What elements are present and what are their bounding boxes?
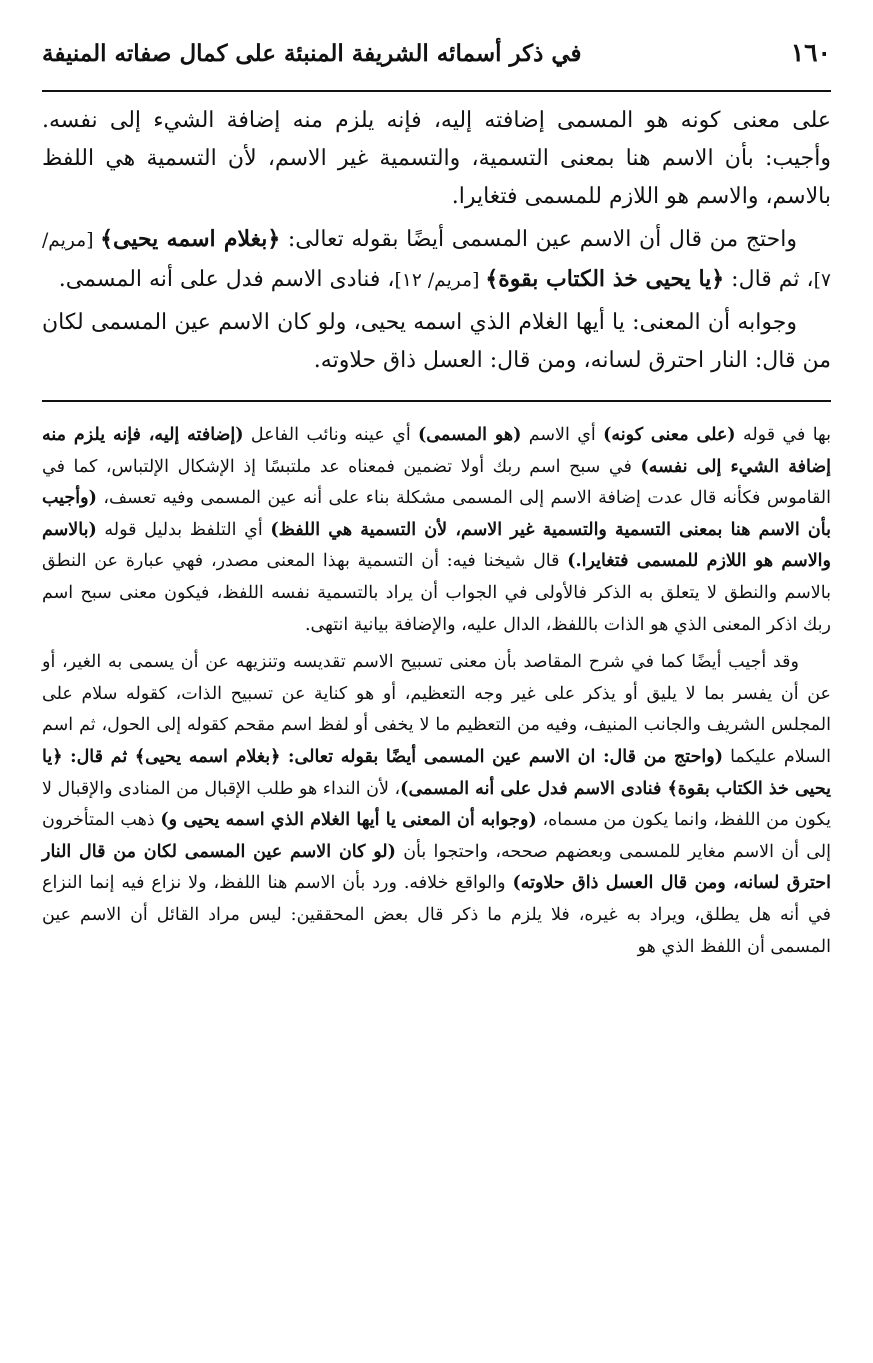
c2-bold-2: (وجوابه أن المعنى يا أيها الغلام الذي اسمه يحيى و) — [160, 810, 537, 831]
main-p3-text: وجوابه أن المعنى: يا أيها الغلام الذي اسمه يحيى، ولو كان الاسم عين المسمى لكان من قال: النار احترق لسانه، ومن قال: العسل ذاق حلاوته. — [42, 310, 831, 373]
page-number: ١٦٠ — [790, 38, 831, 67]
c1-text-2: أي الاسم — [521, 425, 604, 445]
main-paragraph-1 — [42, 102, 831, 216]
c1-text-4: في سبح اسم ربك أولا تضمين فمعناه عد ملتبسًا إذ الإشكال الإلتباس، كما في القاموس فكأنه قال عدت إضافة الاسم إلى المسمى مشكلة بناء على أنه عين المسمى وفيه تعسف، — [42, 456, 831, 509]
c1-text-1: بها في قوله — [735, 425, 831, 445]
commentary-paragraph-1 — [42, 420, 831, 641]
c1-bold-4: (وأجيب بأن الاسم هنا بمعنى التسمية والتسمية غير الاسم، لأن التسمية هي اللفظ) — [42, 488, 831, 540]
quran-quote-1: ﴿بغلام اسمه يحيى﴾ — [100, 226, 281, 252]
c1-text-6: قال شيخنا فيه: أن التسمية بهذا المعنى مصدر، فهي عبارة عن النطق بالاسم والنطق لا يتعلق به الذكر فالأولى في الجواب أن يراد بالتسمية نفسه اللفظ، فيكون معنى سبح اسم ربك اذكر المعنى الذي هو الذات باللفظ، الدال عليه، والإضافة بيانية انتهى. — [42, 551, 831, 635]
header-rule — [42, 90, 831, 92]
c1-bold-1: (على معنى كونه) — [603, 425, 736, 445]
c1-text-5: أي التلفظ بدليل قوله — [96, 519, 271, 540]
main-p2-text-1: واحتج من قال أن الاسم عين المسمى أيضًا بقوله تعالى: — [280, 227, 797, 252]
c1-text-3: أي عينه ونائب الفاعل — [243, 425, 419, 445]
main-p2-text-2: ، ثم قال: — [724, 267, 814, 292]
quran-quote-2: ﴿يا يحيى خذ الكتاب بقوة﴾ — [485, 266, 725, 292]
c1-bold-5: (بالاسم والاسم هو اللازم للمسمى فتغايرا.) — [42, 519, 831, 572]
main-paragraph-2 — [42, 220, 831, 300]
c2-text-1: وقد أجيب أيضًا كما في شرح المقاصد بأن معنى تسبيح الاسم تقديسه وتنزيهه عن أن يسمى به الغير، أو عن أن يفسر بما لا يليق أو يذكر على غير وجه التعظيم، أو هو كناية عن تسبيح الذات، كقوله سلام على المجلس الشريف والجانب المنيف، وفيه من التعظيم ما لا يخفى أو لفظ اسم مقحم كقوله إلى الحول، ثم اسم السلام عليكما — [42, 652, 831, 767]
c2-text-2: ، لأن النداء هو طلب الإقبال من المنادى والإقبال لا يكون من اللفظ، وانما يكون من مسماه، — [42, 778, 831, 831]
commentary-separator-rule — [42, 400, 831, 402]
running-header — [42, 38, 831, 84]
c2-text-4: والواقع خلافه. ورد بأن الاسم هنا اللفظ، ولا نزاع فيه إنما النزاع في أنه هل يطلق، ويراد به غيره، فلا يلزم ما ذكر قال بعض المحققين: ليس مراد القائل أن الاسم عين المسمى أن اللفظ الذي هو — [42, 873, 831, 957]
c2-bold-1: (واحتج من قال: ان الاسم عين المسمى أيضًا بقوله تعالى: ﴿بغلام اسمه يحيى﴾ ثم قال: ﴿يا يحيى خذ الكتاب بقوة﴾ فنادى الاسم فدل على أنه المسمى) — [42, 746, 831, 799]
main-paragraph-3 — [42, 304, 831, 380]
c1-bold-2: (هو المسمى) — [418, 425, 522, 445]
main-p1-text: على معنى كونه هو المسمى إضافته إليه، فإنه يلزم منه إضافة الشيء إلى نفسه. وأجيب: بأن الاسم هنا بمعنى التسمية، والتسمية غير الاسم، لأن التسمية هي اللفظ بالاسم، والاسم هو اللازم للمسمى فتغايرا. — [42, 108, 831, 209]
c1-bold-3: (إضافته إليه، فإنه يلزم منه إضافة الشيء إلى نفسه) — [42, 425, 831, 477]
quran-ref-2: [مريم/ ١٢] — [394, 270, 486, 291]
c2-text-3: ذهب المتأخرون إلى أن الاسم مغاير للمسمى وبعضهم صححه، واحتجوا بأن — [42, 810, 832, 862]
running-title: في ذكر أسمائه الشريفة المنبئة على كمال صفاته المنيفة — [42, 40, 582, 67]
c2-bold-3: (لو كان الاسم عين المسمى لكان من قال النار احترق لسانه، ومن قال العسل ذاق حلاوته) — [42, 841, 831, 894]
commentary-text — [42, 420, 831, 963]
main-text — [42, 102, 831, 380]
main-p2-text-3: ، فنادى الاسم فدل على أنه المسمى. — [58, 267, 395, 292]
commentary-paragraph-2 — [42, 647, 831, 963]
quran-ref-1: [مريم/ ٧] — [42, 230, 831, 291]
